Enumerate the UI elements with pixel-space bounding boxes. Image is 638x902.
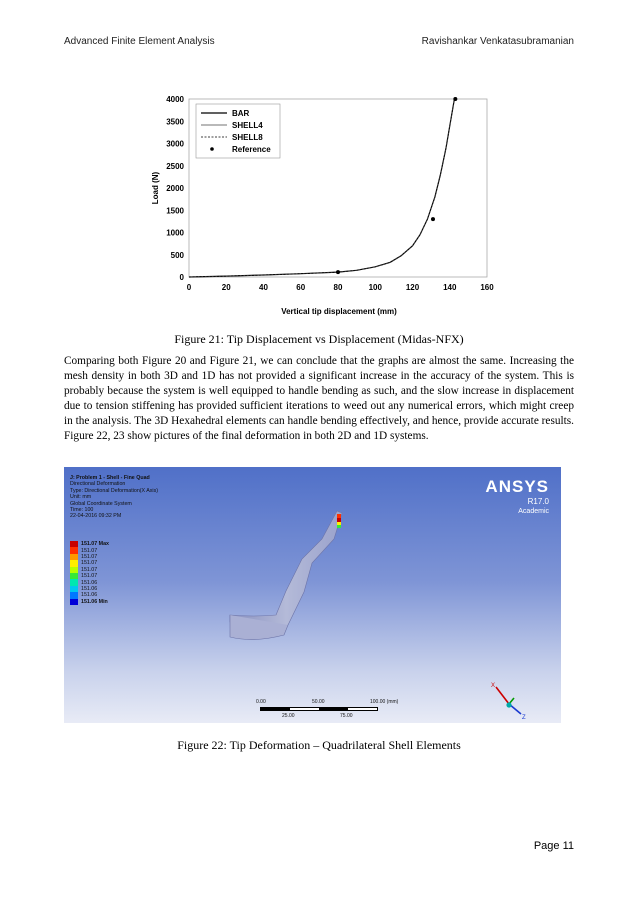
info-line: Type: Directional Deformation(X Axis) [70, 487, 159, 494]
x-tick-label: 20 [221, 283, 231, 292]
legend-label: SHELL8 [232, 133, 263, 142]
scale-label: 0.00 [256, 699, 266, 705]
scale-label: 50.00 [312, 699, 325, 705]
info-title: J: Problem 1 - Shell - Fine Quad [70, 475, 150, 481]
y-tick-label: 1000 [166, 228, 184, 238]
page-number: Page 11 [533, 840, 574, 852]
x-axis-arrow [496, 687, 509, 704]
load-displacement-chart [150, 88, 495, 320]
y-tick-label: 500 [170, 250, 184, 260]
y-tick-label: 2500 [166, 161, 184, 171]
figure-22-caption: Figure 22: Tip Deformation – Quadrilateral Shell Elements [177, 738, 461, 752]
shell-surface [230, 511, 342, 626]
legend-value: 151.06 [81, 585, 98, 592]
x-tick-label: 100 [368, 283, 382, 292]
x-axis-label: Vertical tip displacement (mm) [281, 307, 397, 316]
x-tick-label: 160 [480, 283, 494, 292]
contour-legend [70, 541, 109, 605]
y-tick-label: 0 [179, 273, 184, 282]
legend-row [70, 599, 109, 605]
triad-z-label: Z [522, 715, 526, 721]
triad-origin [506, 702, 511, 707]
scale-label: 75.00 [340, 713, 353, 719]
legend-swatch [70, 599, 78, 605]
info-line: Unit: mm [70, 494, 92, 501]
y-tick-label: 1500 [166, 206, 184, 216]
mid-deformation-marker [337, 522, 341, 525]
running-header-left: Advanced Finite Element Analysis [64, 36, 215, 47]
min-deformation-marker [337, 525, 341, 528]
info-line: Directional Deformation [70, 481, 126, 488]
scale-bar [254, 699, 404, 721]
ansys-result-view [64, 467, 561, 723]
x-tick-label: 140 [443, 283, 457, 292]
running-header-right: Ravishankar Venkatasubramanian [421, 36, 574, 47]
figure-21-caption: Figure 21: Tip Displacement vs Displacement (Midas-NFX) [174, 332, 464, 346]
legend-value: 151.07 [81, 566, 98, 573]
legend-value: 151.07 [81, 553, 98, 560]
legend-value: 151.07 [81, 547, 98, 554]
ansys-info-block [70, 475, 158, 520]
info-line: 22-04-2016 09:32 PM [70, 513, 122, 520]
y-tick-label: 3500 [166, 117, 184, 127]
scale-bar-graphic [260, 707, 378, 711]
info-line: Global Coordinate System [70, 500, 132, 507]
triad-x-label: X [491, 683, 496, 689]
y-tick-label: 2000 [166, 184, 184, 193]
x-tick-label: 0 [186, 283, 192, 292]
y-tick-label: 4000 [166, 95, 184, 104]
x-tick-label: 40 [259, 283, 268, 292]
y-tick-label: 3000 [166, 139, 184, 149]
info-line: Time: 100 [70, 507, 94, 514]
legend-value: 151.06 [81, 592, 98, 599]
reference-point [336, 270, 340, 274]
x-tick-label: 60 [296, 283, 306, 292]
y-axis-label: Load (N) [151, 171, 160, 205]
legend-value: 151.07 [81, 560, 98, 567]
legend-value: 151.06 [81, 579, 98, 586]
x-tick-label: 80 [333, 283, 343, 292]
scale-label: 25.00 [282, 713, 295, 719]
reference-point [453, 97, 457, 101]
ansys-brand: ANSYS [485, 477, 549, 496]
reference-point [431, 217, 435, 221]
legend-label: BAR [232, 109, 250, 118]
chart-svg [150, 88, 495, 320]
scale-label: 100.00 (mm) [370, 699, 399, 705]
ansys-version: R17.0 [527, 497, 549, 506]
ansys-edition: Academic [518, 508, 549, 515]
legend-label: SHELL4 [232, 121, 263, 130]
legend-value: 151.06 Min [81, 598, 108, 605]
max-deformation-marker [337, 514, 341, 518]
body-paragraph: Comparing both Figure 20 and Figure 21, we can conclude that the graphs are almost the same. Increasing the mesh density in both 3D and 1D has not provided a significant increase in the accuracy of the system. This is probably because the system is well equipped to handle bending as such, and the slow increase in displacement due to tension stiffening has provided sufficient iterations to weed out any numerical errors, which might creep in the analysis. The 3D Hexahedral elements can handle bending effectively, and hence, provide accurate results. Figure 22, 23 show pictures of the final deformation in both 2D and 1D systems. [64, 355, 574, 443]
legend-label: Reference [232, 145, 271, 154]
ansys-logo [485, 477, 549, 517]
max-deformation-marker-2 [337, 518, 341, 522]
legend-marker [210, 147, 214, 151]
legend-value: 151.07 Max [81, 541, 109, 548]
legend-value: 151.07 [81, 573, 98, 580]
x-tick-label: 120 [405, 283, 420, 292]
